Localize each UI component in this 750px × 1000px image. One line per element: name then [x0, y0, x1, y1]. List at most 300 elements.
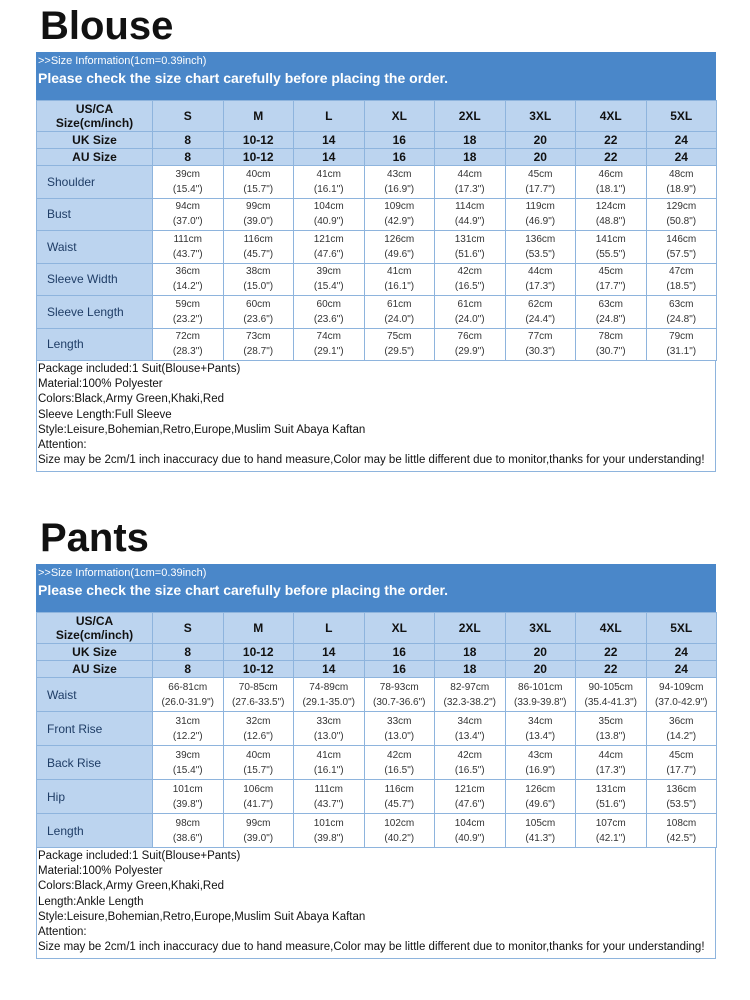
size-info-line: >>Size Information(1cm=0.39inch)	[38, 55, 207, 67]
measurement-row	[37, 328, 717, 361]
uk-size-label: UK Size	[37, 644, 153, 661]
measurement-cell	[646, 296, 717, 329]
au-size-label: AU Size	[37, 661, 153, 678]
measurement-cell	[223, 678, 294, 712]
cm-value: 43cm	[387, 168, 412, 180]
inch-value: (24.8")	[595, 313, 626, 325]
measurement-cell	[364, 712, 435, 746]
inch-value: (57.5")	[666, 248, 697, 260]
cm-value: 35cm	[598, 715, 623, 727]
measurement-cell	[153, 263, 224, 296]
measurement-cell	[364, 166, 435, 199]
measurement-cell	[505, 263, 576, 296]
blouse-size-chart	[36, 52, 716, 472]
inch-value: (17.3")	[525, 281, 556, 293]
note-line: Style:Leisure,Bohemian,Retro,Europe,Muslim Suit Abaya Kaftan	[38, 910, 366, 923]
inch-value: (46.9")	[525, 216, 556, 228]
inch-value: (17.3")	[454, 183, 485, 195]
inch-value: (15.4")	[172, 764, 203, 776]
uk-size-cell: 8	[153, 132, 224, 149]
inch-value: (24.0")	[384, 313, 415, 325]
size-header-cell: S	[153, 613, 224, 644]
measurement-cell	[223, 296, 294, 329]
cm-value: 42cm	[457, 749, 482, 761]
measurement-row	[37, 678, 717, 712]
inch-value: (26.0-31.9")	[161, 696, 214, 708]
inch-value: (18.5")	[666, 281, 697, 293]
inch-value: (28.7")	[243, 346, 274, 358]
cm-value: 73cm	[246, 331, 271, 343]
cm-value: 104cm	[313, 201, 344, 213]
cm-value: 86-101cm	[518, 681, 563, 693]
cm-value: 99cm	[246, 817, 271, 829]
inch-value: (42.5")	[666, 832, 697, 844]
cm-value: 33cm	[316, 715, 341, 727]
cm-value: 99cm	[246, 201, 271, 213]
inch-value: (31.1")	[666, 346, 697, 358]
cm-value: 45cm	[598, 266, 623, 278]
inch-value: (23.6")	[243, 313, 274, 325]
cm-value: 40cm	[246, 168, 271, 180]
inch-value: (40.9")	[313, 216, 344, 228]
cm-value: 106cm	[243, 783, 274, 795]
note-line: Sleeve Length:Full Sleeve	[38, 408, 172, 421]
size-header-cell: 3XL	[505, 101, 576, 132]
measurement-cell	[576, 780, 647, 814]
measurement-cell	[435, 814, 506, 848]
measurement-label: Length	[37, 814, 153, 848]
measurement-cell	[435, 746, 506, 780]
cm-value: 41cm	[316, 168, 341, 180]
au-size-cell: 18	[435, 149, 506, 166]
inch-value: (14.2")	[172, 281, 203, 293]
measurement-cell	[153, 780, 224, 814]
measurement-cell	[153, 296, 224, 329]
cm-value: 40cm	[246, 749, 271, 761]
measurement-row	[37, 780, 717, 814]
measurement-cell	[223, 166, 294, 199]
cm-value: 79cm	[669, 331, 694, 343]
uk-size-cell: 22	[576, 132, 647, 149]
au-size-cell: 22	[576, 149, 647, 166]
measurement-cell	[223, 814, 294, 848]
measurement-cell	[505, 746, 576, 780]
note-line: Package included:1 Suit(Blouse+Pants)	[38, 850, 241, 862]
size-header-label: US/CA Size(cm/inch)	[37, 613, 153, 644]
inch-value: (53.5")	[666, 798, 697, 810]
inch-value: (24.8")	[666, 313, 697, 325]
inch-value: (45.7")	[243, 248, 274, 260]
inch-value: (44.9")	[454, 216, 485, 228]
note-line: Size may be 2cm/1 inch inaccuracy due to hand measure,Color may be little different due to monitor,thanks for your understanding!	[38, 941, 705, 954]
au-size-cell: 24	[646, 661, 717, 678]
measurement-cell	[576, 712, 647, 746]
measurement-cell	[364, 231, 435, 264]
cm-value: 45cm	[528, 168, 553, 180]
uk-size-cell: 10-12	[223, 132, 294, 149]
cm-value: 108cm	[666, 817, 697, 829]
measurement-cell	[576, 198, 647, 231]
measurement-cell	[646, 814, 717, 848]
measurement-cell	[646, 746, 717, 780]
size-header-cell: L	[294, 613, 365, 644]
inch-value: (39.0")	[243, 832, 274, 844]
inch-value: (16.9")	[384, 183, 415, 195]
measurement-cell	[505, 678, 576, 712]
cm-value: 116cm	[243, 233, 273, 245]
cm-value: 121cm	[454, 783, 485, 795]
inch-value: (16.9")	[525, 764, 556, 776]
inch-value: (15.4")	[313, 281, 344, 293]
cm-value: 82-97cm	[450, 681, 490, 693]
measurement-cell	[435, 296, 506, 329]
measurement-cell	[576, 328, 647, 361]
measurement-row	[37, 263, 717, 296]
measurement-cell	[364, 263, 435, 296]
measurement-cell	[223, 712, 294, 746]
cm-value: 41cm	[387, 266, 412, 278]
inch-value: (27.6-33.5")	[232, 696, 285, 708]
measurement-cell	[153, 678, 224, 712]
inch-value: (41.3")	[525, 832, 556, 844]
note-line: Colors:Black,Army Green,Khaki,Red	[38, 880, 224, 893]
au-size-cell: 14	[294, 661, 365, 678]
cm-value: 46cm	[598, 168, 623, 180]
inch-value: (43.7")	[172, 248, 203, 260]
inch-value: (41.7")	[243, 798, 274, 810]
measurement-cell	[294, 712, 365, 746]
inch-value: (29.5")	[384, 346, 415, 358]
uk-size-cell: 20	[505, 132, 576, 149]
inch-value: (50.8")	[666, 216, 697, 228]
measurement-cell	[294, 296, 365, 329]
inch-value: (47.6")	[313, 248, 344, 260]
cm-value: 98cm	[175, 817, 200, 829]
measurement-label: Back Rise	[37, 746, 153, 780]
cm-value: 136cm	[525, 233, 556, 245]
measurement-row	[37, 814, 717, 848]
measurement-label: Waist	[37, 678, 153, 712]
cm-value: 47cm	[669, 266, 694, 278]
uk-size-cell: 16	[364, 132, 435, 149]
measurement-cell	[153, 166, 224, 199]
inch-value: (39.8")	[172, 798, 203, 810]
measurement-cell	[576, 296, 647, 329]
measurement-cell	[294, 328, 365, 361]
inch-value: (16.5")	[454, 764, 485, 776]
inch-value: (23.6")	[313, 313, 344, 325]
inch-value: (13.4")	[454, 730, 485, 742]
measurement-cell	[505, 712, 576, 746]
measurement-cell	[223, 198, 294, 231]
inch-value: (35.4-41.3")	[584, 696, 637, 708]
measurement-cell	[435, 678, 506, 712]
uk-size-cell: 14	[294, 132, 365, 149]
measurement-cell	[223, 780, 294, 814]
measurement-cell	[505, 328, 576, 361]
measurement-cell	[435, 166, 506, 199]
inch-value: (30.7-36.6")	[373, 696, 426, 708]
inch-value: (14.2")	[666, 730, 697, 742]
measurement-cell	[294, 263, 365, 296]
measurement-cell	[646, 328, 717, 361]
note-line: Colors:Black,Army Green,Khaki,Red	[38, 393, 224, 406]
au-size-cell: 8	[153, 661, 224, 678]
size-header-cell: 3XL	[505, 613, 576, 644]
inch-value: (16.1")	[384, 281, 415, 293]
cm-value: 101cm	[313, 817, 344, 829]
measurement-cell	[223, 746, 294, 780]
inch-value: (16.1")	[313, 764, 344, 776]
inch-value: (42.1")	[595, 832, 626, 844]
measurement-cell	[364, 678, 435, 712]
cm-value: 102cm	[384, 817, 415, 829]
measurement-cell	[435, 780, 506, 814]
uk-size-cell: 14	[294, 644, 365, 661]
inch-value: (47.6")	[454, 798, 485, 810]
cm-value: 74cm	[316, 331, 341, 343]
note-line: Attention:	[38, 926, 87, 939]
inch-value: (29.1")	[313, 346, 344, 358]
cm-value: 48cm	[669, 168, 694, 180]
cm-value: 44cm	[598, 749, 623, 761]
inch-value: (30.7")	[595, 346, 626, 358]
cm-value: 76cm	[457, 331, 482, 343]
measurement-label: Sleeve Length	[37, 296, 153, 329]
measurement-cell	[435, 231, 506, 264]
measurement-cell	[294, 231, 365, 264]
measurement-cell	[435, 712, 506, 746]
measurement-cell	[294, 678, 365, 712]
measurement-cell	[364, 328, 435, 361]
cm-value: 36cm	[669, 715, 694, 727]
cm-value: 43cm	[528, 749, 553, 761]
size-header-cell: 4XL	[576, 101, 647, 132]
inch-value: (15.7")	[243, 764, 274, 776]
size-header-cell: L	[294, 101, 365, 132]
measurement-cell	[505, 231, 576, 264]
cm-value: 111cm	[173, 233, 203, 245]
au-size-cell: 10-12	[223, 661, 294, 678]
cm-value: 42cm	[457, 266, 482, 278]
measurement-cell	[576, 814, 647, 848]
cm-value: 141cm	[595, 233, 626, 245]
cm-value: 32cm	[246, 715, 271, 727]
cm-value: 72cm	[175, 331, 200, 343]
uk-size-row	[37, 644, 717, 661]
inch-value: (30.3")	[525, 346, 556, 358]
cm-value: 131cm	[595, 783, 626, 795]
cm-value: 101cm	[172, 783, 203, 795]
inch-value: (24.0")	[454, 313, 485, 325]
inch-value: (15.7")	[243, 183, 274, 195]
measurement-cell	[223, 231, 294, 264]
uk-size-cell: 8	[153, 644, 224, 661]
measurement-cell	[576, 231, 647, 264]
product-notes	[36, 848, 716, 959]
measurement-cell	[294, 166, 365, 199]
inch-value: (13.0")	[313, 730, 344, 742]
cm-value: 59cm	[175, 298, 200, 310]
measurement-label: Front Rise	[37, 712, 153, 746]
measurement-cell	[646, 198, 717, 231]
measurement-cell	[153, 198, 224, 231]
au-size-cell: 10-12	[223, 149, 294, 166]
measurement-row	[37, 166, 717, 199]
uk-size-cell: 20	[505, 644, 576, 661]
cm-value: 121cm	[313, 233, 344, 245]
cm-value: 111cm	[314, 783, 344, 795]
measurement-cell	[364, 746, 435, 780]
cm-value: 33cm	[387, 715, 412, 727]
measurement-cell	[505, 198, 576, 231]
inch-value: (43.7")	[313, 798, 344, 810]
measurement-row	[37, 231, 717, 264]
measurement-label: Length	[37, 328, 153, 361]
measurement-label: Shoulder	[37, 166, 153, 199]
uk-size-cell: 16	[364, 644, 435, 661]
cm-value: 70-85cm	[238, 681, 278, 693]
measurement-cell	[294, 198, 365, 231]
inch-value: (24.4")	[525, 313, 556, 325]
measurement-row	[37, 198, 717, 231]
size-info-line: >>Size Information(1cm=0.39inch)	[38, 567, 207, 579]
measurement-cell	[576, 746, 647, 780]
cm-value: 44cm	[457, 168, 482, 180]
inch-value: (32.3-38.2")	[443, 696, 496, 708]
inch-value: (29.9")	[454, 346, 485, 358]
product-notes	[36, 361, 716, 472]
cm-value: 61cm	[387, 298, 412, 310]
measurement-row	[37, 296, 717, 329]
uk-size-row	[37, 132, 717, 149]
measurement-label: Hip	[37, 780, 153, 814]
measurement-cell	[153, 328, 224, 361]
cm-value: 94cm	[175, 201, 200, 213]
note-line: Length:Ankle Length	[38, 895, 144, 908]
size-header-cell: S	[153, 101, 224, 132]
size-table	[36, 612, 717, 848]
cm-value: 63cm	[669, 298, 694, 310]
cm-value: 136cm	[666, 783, 697, 795]
cm-value: 38cm	[246, 266, 271, 278]
note-line: Size may be 2cm/1 inch inaccuracy due to hand measure,Color may be little different due to monitor,thanks for your understanding!	[38, 454, 705, 467]
cm-value: 126cm	[525, 783, 556, 795]
cm-value: 129cm	[666, 201, 697, 213]
cm-value: 77cm	[528, 331, 553, 343]
au-size-cell: 8	[153, 149, 224, 166]
inch-value: (48.8")	[595, 216, 626, 228]
size-header-cell: 5XL	[646, 613, 717, 644]
inch-value: (16.5")	[384, 764, 415, 776]
inch-value: (29.1-35.0")	[302, 696, 355, 708]
au-size-row	[37, 149, 717, 166]
size-header-cell: 4XL	[576, 613, 647, 644]
size-info-banner	[36, 52, 716, 100]
inch-value: (49.6")	[384, 248, 415, 260]
measurement-cell	[294, 746, 365, 780]
size-header-cell: 2XL	[435, 101, 506, 132]
measurement-cell	[646, 678, 717, 712]
measurement-cell	[435, 328, 506, 361]
inch-value: (37.0-42.9")	[655, 696, 708, 708]
size-header-row	[37, 613, 717, 644]
measurement-cell	[294, 814, 365, 848]
measurement-cell	[223, 263, 294, 296]
inch-value: (16.5")	[454, 281, 485, 293]
note-line: Material:100% Polyester	[38, 865, 163, 878]
cm-value: 66-81cm	[168, 681, 208, 693]
measurement-cell	[576, 678, 647, 712]
uk-size-cell: 22	[576, 644, 647, 661]
inch-value: (18.9")	[666, 183, 697, 195]
measurement-cell	[646, 166, 717, 199]
inch-value: (17.7")	[666, 764, 697, 776]
inch-value: (38.6")	[172, 832, 203, 844]
measurement-cell	[646, 780, 717, 814]
measurement-cell	[576, 263, 647, 296]
measurement-label: Sleeve Width	[37, 263, 153, 296]
inch-value: (51.6")	[595, 798, 626, 810]
cm-value: 41cm	[316, 749, 341, 761]
cm-value: 78cm	[598, 331, 623, 343]
cm-value: 34cm	[457, 715, 482, 727]
size-check-notice: Please check the size chart carefully before placing the order.	[38, 70, 449, 86]
note-line: Material:100% Polyester	[38, 378, 163, 391]
uk-size-cell: 10-12	[223, 644, 294, 661]
measurement-cell	[364, 780, 435, 814]
size-header-cell: 5XL	[646, 101, 717, 132]
measurement-cell	[364, 198, 435, 231]
inch-value: (16.1")	[313, 183, 344, 195]
note-line: Attention:	[38, 439, 87, 452]
au-size-cell: 22	[576, 661, 647, 678]
measurement-cell	[294, 780, 365, 814]
inch-value: (28.3")	[172, 346, 203, 358]
size-table	[36, 100, 717, 361]
cm-value: 116cm	[384, 783, 414, 795]
cm-value: 114cm	[455, 201, 485, 213]
measurement-cell	[505, 814, 576, 848]
uk-size-label: UK Size	[37, 132, 153, 149]
cm-value: 146cm	[666, 233, 697, 245]
note-line: Style:Leisure,Bohemian,Retro,Europe,Muslim Suit Abaya Kaftan	[38, 423, 366, 436]
inch-value: (17.7")	[525, 183, 556, 195]
measurement-cell	[435, 198, 506, 231]
inch-value: (15.0")	[243, 281, 274, 293]
inch-value: (51.6")	[454, 248, 485, 260]
au-size-row	[37, 661, 717, 678]
cm-value: 131cm	[454, 233, 485, 245]
measurement-cell	[153, 231, 224, 264]
measurement-cell	[364, 814, 435, 848]
size-header-cell: M	[223, 101, 294, 132]
inch-value: (40.2")	[384, 832, 415, 844]
note-line: Package included:1 Suit(Blouse+Pants)	[38, 363, 241, 375]
size-header-cell: 2XL	[435, 613, 506, 644]
au-size-cell: 24	[646, 149, 717, 166]
measurement-label: Bust	[37, 198, 153, 231]
inch-value: (12.2")	[172, 730, 203, 742]
cm-value: 109cm	[384, 201, 415, 213]
inch-value: (53.5")	[525, 248, 556, 260]
pants-title: Pants	[40, 516, 149, 560]
pants-size-chart	[36, 564, 716, 959]
cm-value: 107cm	[595, 817, 626, 829]
measurement-cell	[505, 296, 576, 329]
au-size-cell: 20	[505, 149, 576, 166]
measurement-cell	[153, 712, 224, 746]
